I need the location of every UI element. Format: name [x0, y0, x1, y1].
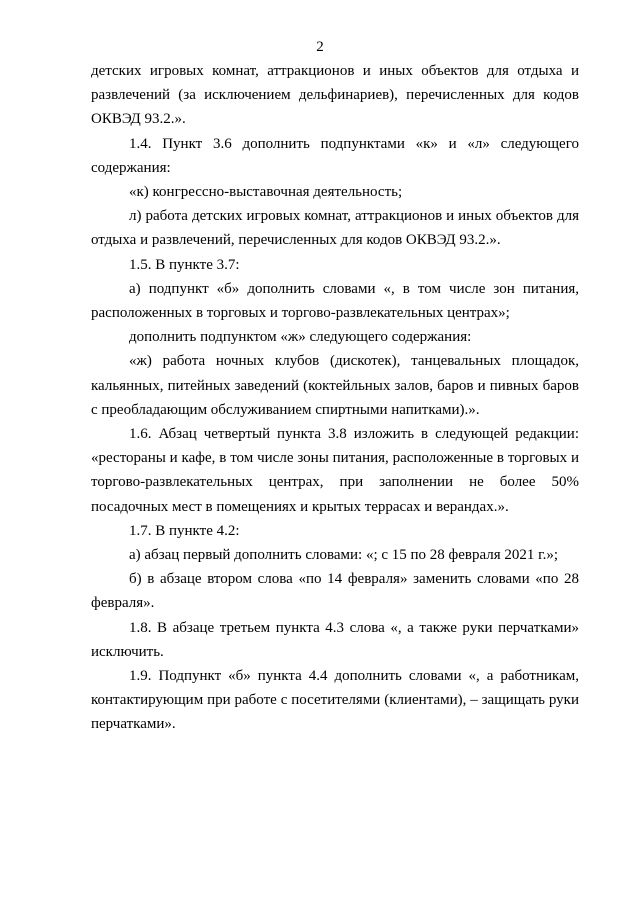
paragraph-1-5: 1.5. В пункте 3.7:: [129, 256, 240, 273]
paragraph-subitem-l: л) работа детских игровых комнат, аттракционов и иных объектов для отдыха и развлечений, перечисленных для кодов ОКВЭД 93.2.».: [91, 208, 579, 249]
paragraph-1-7-a: а) абзац первый дополнить словами: «; с 15 по 28 февраля 2021 г.»;: [129, 547, 559, 564]
paragraph-1-7-b: б) в абзаце втором слова «по 14 февраля» заменить словами «по 28 февраля».: [91, 571, 579, 612]
paragraph-1-4: 1.4. Пункт 3.6 дополнить подпунктами «к» и «л» следующего содержания:: [91, 135, 579, 176]
paragraph-1-5-add-zh: дополнить подпунктом «ж» следующего содержания:: [129, 329, 472, 346]
paragraph-continuation: детских игровых комнат, аттракционов и иных объектов для отдыха и развлечений (за исключением дельфинариев), перечисленных для кодов ОКВЭД 93.2.».: [91, 63, 579, 128]
paragraph-1-6: 1.6. Абзац четвертый пункта 3.8 изложить в следующей редакции: «рестораны и кафе, в том числе зоны питания, расположенные в торговых и торгово-развлекательных центрах, при заполнении не более 50% посадочных мест в помещениях и крытых террасах и верандах.».: [91, 426, 579, 515]
paragraph-subitem-k: «к) конгрессно-выставочная деятельность;: [129, 184, 403, 201]
paragraph-1-5-a: а) подпункт «б» дополнить словами «, в том числе зон питания, расположенных в торговых и торгово-развлекательных центрах»;: [91, 280, 579, 322]
paragraph-1-7: 1.7. В пункте 4.2:: [129, 522, 240, 539]
paragraph-subitem-zh: «ж) работа ночных клубов (дискотек), танцевальных площадок, кальянных, питейных заведений (коктейльных залов, баров и пивных баров с преобладающим обслуживанием спиртными напитками).».: [91, 353, 579, 418]
document-body: [91, 59, 579, 737]
page-number: 2: [316, 39, 324, 55]
paragraph-1-9: 1.9. Подпункт «б» пункта 4.4 дополнить словами «, а работникам, контактирующим при работе с посетителями (клиентами), – защищать руки перчатками».: [91, 668, 579, 733]
paragraph-1-8: 1.8. В абзаце третьем пункта 4.3 слова «, а также руки перчатками» исключить.: [91, 619, 579, 660]
